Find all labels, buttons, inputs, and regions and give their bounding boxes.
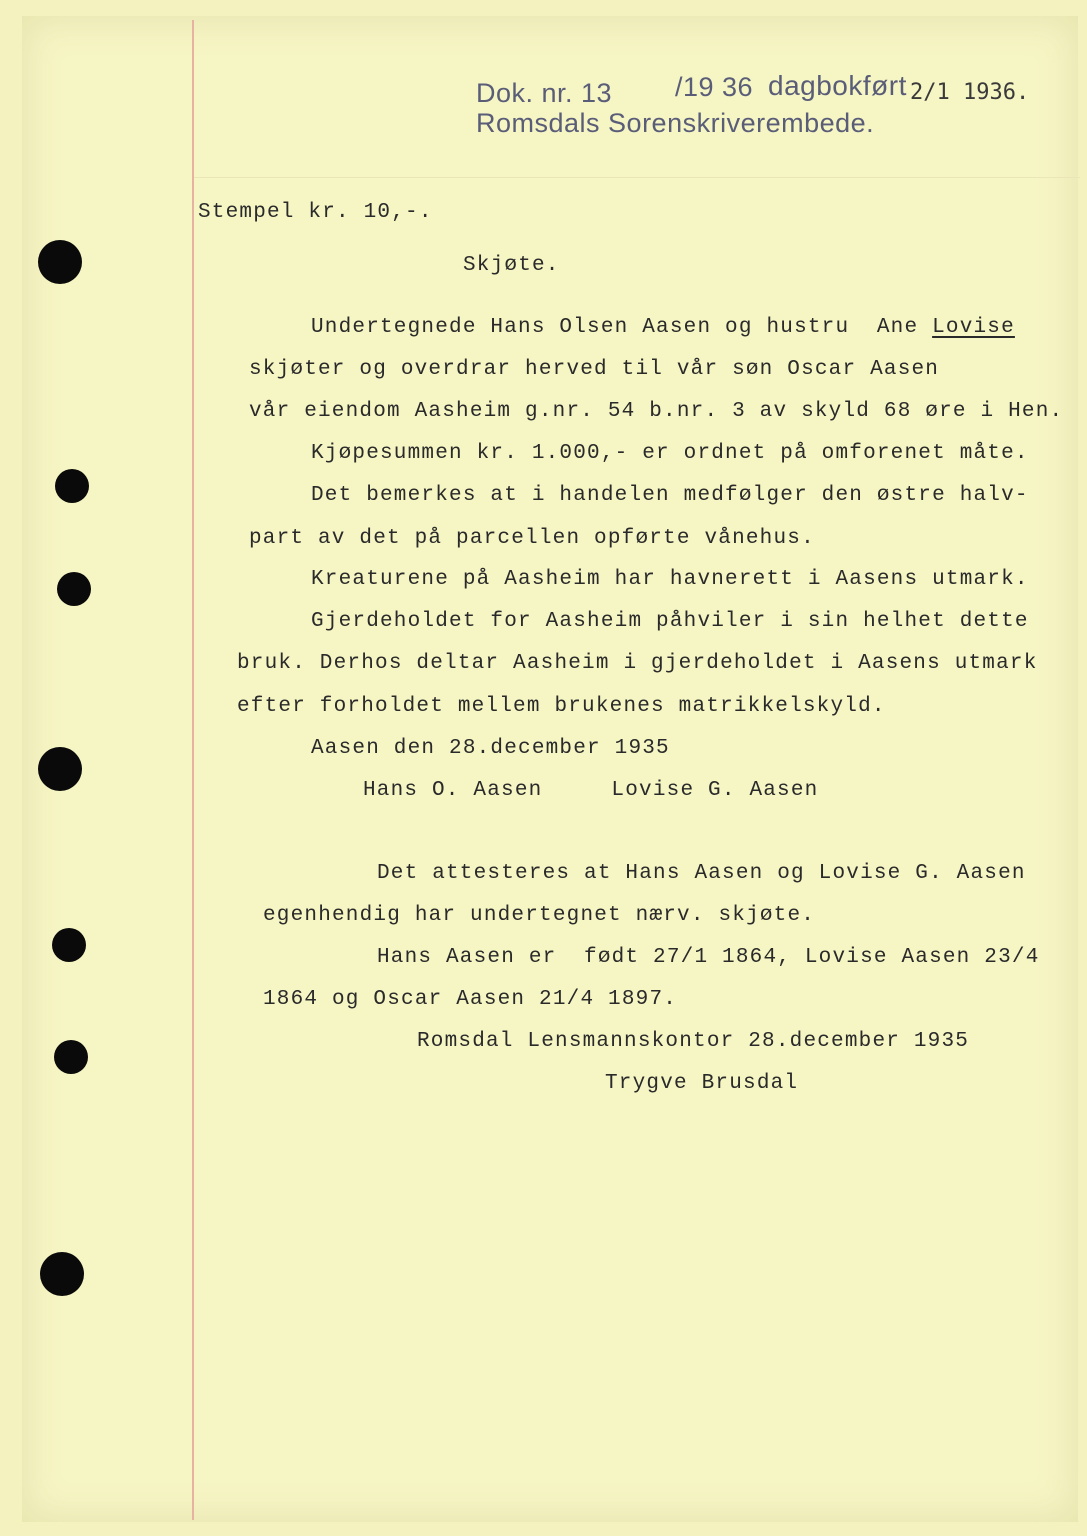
punch-hole xyxy=(54,1040,88,1074)
stamp-dok-nr: Dok. nr. 13 xyxy=(476,78,613,108)
attest-line: Hans Aasen er født 27/1 1864, Lovise Aasen 23/4 xyxy=(377,946,1040,969)
underlined-name: Lovise xyxy=(932,316,1015,339)
attest-line: Det attesteres at Hans Aasen og Lovise G. Aasen xyxy=(377,862,1026,885)
body-line: efter forholdet mellem brukenes matrikkelskyld. xyxy=(237,695,886,718)
stamp-dagbokfort: dagbokført xyxy=(768,70,907,101)
stempel-line: Stempel kr. 10,-. xyxy=(198,201,433,224)
body-line: Gjerdeholdet for Aasheim påhviler i sin helhet dette xyxy=(311,610,1029,633)
body-line: Det bemerkes at i handelen medfølger den østre halv- xyxy=(311,484,1029,507)
body-line: bruk. Derhos deltar Aasheim i gjerdeholdet i Aasens utmark xyxy=(237,652,1038,675)
punch-hole xyxy=(38,240,82,284)
punch-hole xyxy=(52,928,86,962)
attest-office-date: Romsdal Lensmannskontor 28.december 1935 xyxy=(417,1030,970,1053)
margin-line xyxy=(192,20,194,1520)
place-date-line: Aasen den 28.december 1935 xyxy=(311,737,670,760)
body-line: vår eiendom Aasheim g.nr. 54 b.nr. 3 av skyld 68 øre i Hen. xyxy=(249,400,1064,423)
body-line: skjøter og overdrar herved til vår søn Oscar Aasen xyxy=(249,358,940,381)
body-line: Kjøpesummen kr. 1.000,- er ordnet på omforenet måte. xyxy=(311,442,1029,465)
stamp-office: Romsdals Sorenskriverembede. xyxy=(476,108,875,138)
signatures-line: Hans O. Aasen Lovise G. Aasen xyxy=(363,779,819,802)
document-page xyxy=(22,16,1078,1522)
document-title: Skjøte. xyxy=(463,254,560,277)
stamp-year: /19 36 xyxy=(675,72,754,102)
attest-line: 1864 og Oscar Aasen 21/4 1897. xyxy=(263,988,678,1011)
body-line: Undertegnede Hans Olsen Aasen og hustru Ane Lovise xyxy=(311,316,1015,339)
stamp-date: 2/1 1936. xyxy=(910,80,1030,105)
body-line: part av det på parcellen opførte vånehus. xyxy=(249,527,815,550)
attest-line: egenhendig har undertegnet nærv. skjøte. xyxy=(263,904,816,927)
punch-hole xyxy=(40,1252,84,1296)
body-line: Kreaturene på Aasheim har havnerett i Aasens utmark. xyxy=(311,568,1029,591)
punch-hole xyxy=(57,572,91,606)
punch-hole xyxy=(55,469,89,503)
punch-hole xyxy=(38,747,82,791)
attest-signature: Trygve Brusdal xyxy=(605,1072,799,1095)
header-rule xyxy=(194,177,1080,178)
